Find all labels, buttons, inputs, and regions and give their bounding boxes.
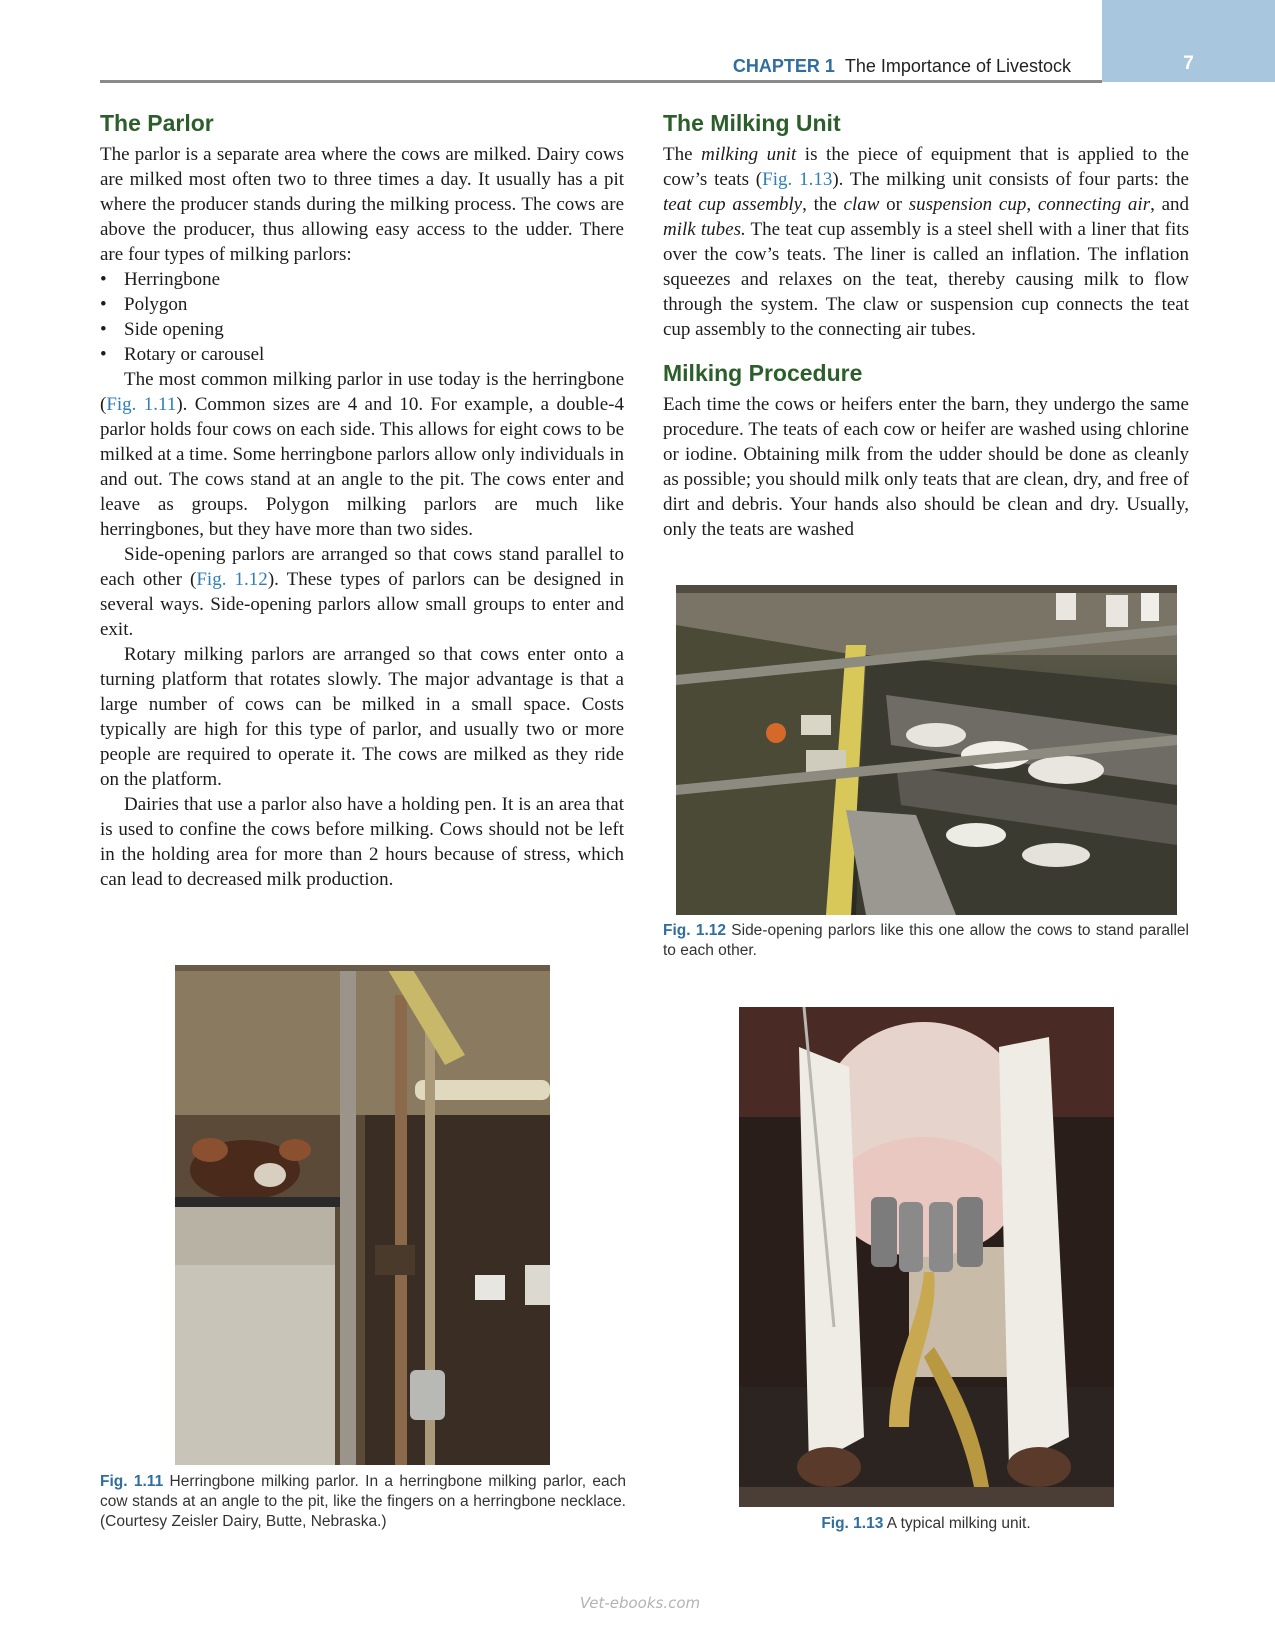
- fig-1-11-link[interactable]: Fig. 1.11: [106, 394, 177, 415]
- text-run: Side-opening parlors are arranged so that cows stand parallel to each other (: [100, 544, 624, 590]
- left-column: [100, 108, 624, 892]
- fig-1-12-photo: [676, 585, 1177, 915]
- fig-1-12-caption: [663, 921, 1189, 961]
- fig-1-13-link[interactable]: Fig. 1.13: [762, 169, 833, 190]
- fig-1-11-caption: [100, 1472, 626, 1532]
- text-run: , and: [1150, 194, 1190, 215]
- paragraph-holding-pen: Dairies that use a parlor also have a holding pen. It is an area that is used to confine the cows before milking. Cows should not be left in the holding area for more than 2 hours because of stress, which can lead to decreased milk production.: [100, 794, 624, 890]
- fig-1-13-caption: [663, 1514, 1189, 1534]
- term: claw: [843, 194, 880, 215]
- list-item: • Rotary or carousel: [124, 342, 624, 367]
- fig-1-12-label: Fig. 1.12: [663, 922, 726, 939]
- header-rule: [100, 80, 1102, 83]
- text-run: ). Common sizes are 4 and 10. For example, a double-4 parlor holds four cows on each side. This allows for eight cows to be milked at a time. Some herringbone parlors allow only individuals in and out. The cows stand at an angle to the pit. The cows enter and leave as groups. Polygon milking parlors are much like herringbones, but they have more than two sides.: [100, 394, 624, 540]
- watermark: Vet-ebooks.com: [579, 1594, 701, 1612]
- fig-1-13-photo: [739, 1007, 1114, 1507]
- fig-1-11-label: Fig. 1.11: [100, 1473, 164, 1490]
- text-run: ,: [1026, 194, 1038, 215]
- text-run: The teat cup assembly is a steel shell with a liner that fits over the cow’s teats. The liner is called an inflation. The inflation squeezes and relaxes on the teat, thereby causing milk to flow through the system. The claw or suspension cup connects the teat cup assembly to the connecting air tubes.: [663, 219, 1189, 340]
- term: milk tubes.: [663, 219, 746, 240]
- paragraph-milking-unit: [663, 142, 1189, 342]
- paragraph-parlor-intro: The parlor is a separate area where the cows are milked. Dairy cows are milked most often two to three times a day. It usually has a pit where the producer stands during the milking process. The cows are above the producer, thus allowing easy access to the udder. There are four types of milking parlors:: [100, 144, 624, 265]
- caption-text: Herringbone milking parlor. In a herringbone milking parlor, each cow stands at an angle to the pit, like the fingers on a herringbone necklace. (Courtesy Zeisler Dairy, Butte, Nebraska.): [100, 1473, 627, 1530]
- fig-1-12-link[interactable]: Fig. 1.12: [196, 569, 268, 590]
- fig-1-11-photo: [175, 965, 550, 1465]
- term: milking unit: [701, 144, 797, 165]
- list-item: • Herringbone: [124, 267, 624, 292]
- chapter-label: CHAPTER 1: [732, 56, 835, 76]
- term: suspension cup: [908, 194, 1027, 215]
- parlor-types-list: [100, 267, 624, 367]
- paragraph-side-opening: [100, 542, 624, 642]
- list-item: • Polygon: [124, 292, 624, 317]
- page-number: 7: [1183, 53, 1194, 74]
- running-head: [733, 56, 1071, 77]
- list-item: • Side opening: [124, 317, 624, 342]
- right-column: [663, 108, 1189, 542]
- paragraph-rotary: Rotary milking parlors are arranged so that cows enter onto a turning platform that rotates slowly. The major advantage is that a large number of cows can be milked in a small space. Costs typically are high for this type of parlor, and usually two or more people are required to operate it. The cows are milked as they ride on the platform.: [100, 644, 624, 790]
- fig-1-13-label: Fig. 1.13: [821, 1515, 884, 1532]
- section-heading-parlor: The Parlor: [100, 110, 214, 136]
- chapter-title: The Importance of Livestock: [844, 56, 1071, 76]
- section-heading-milking-procedure: Milking Procedure: [663, 360, 863, 386]
- term: teat cup assembly: [663, 194, 803, 215]
- paragraph-herringbone: [100, 367, 624, 542]
- text-run: or: [879, 194, 909, 215]
- caption-text: Side-opening parlors like this one allow the cows to stand parallel to each other.: [663, 922, 1189, 959]
- text-run: is the piece of equipment that is applied to the cow’s teats (: [663, 144, 1189, 190]
- text-run: , the: [802, 194, 844, 215]
- term: connecting air: [1037, 194, 1151, 215]
- text-run: ). These types of parlors can be designed in several ways. Side-opening parlors allow small groups to enter and exit.: [100, 569, 624, 640]
- section-heading-milking-unit: The Milking Unit: [663, 110, 841, 136]
- caption-text: A typical milking unit.: [886, 1515, 1031, 1532]
- text-run: ). The milking unit consists of four parts: the: [832, 169, 1189, 190]
- text-run: The: [663, 144, 702, 165]
- text-run: The most common milking parlor in use today is the herringbone (: [100, 369, 624, 415]
- paragraph-milking-procedure: Each time the cows or heifers enter the barn, they undergo the same procedure. The teats of each cow or heifer are washed using chlorine or iodine. Obtaining milk from the udder should be done as cleanly as possible; you should milk only teats that are clean, dry, and free of dirt and debris. Your hands also should be clean and dry. Usually, only the teats are washed: [663, 394, 1189, 540]
